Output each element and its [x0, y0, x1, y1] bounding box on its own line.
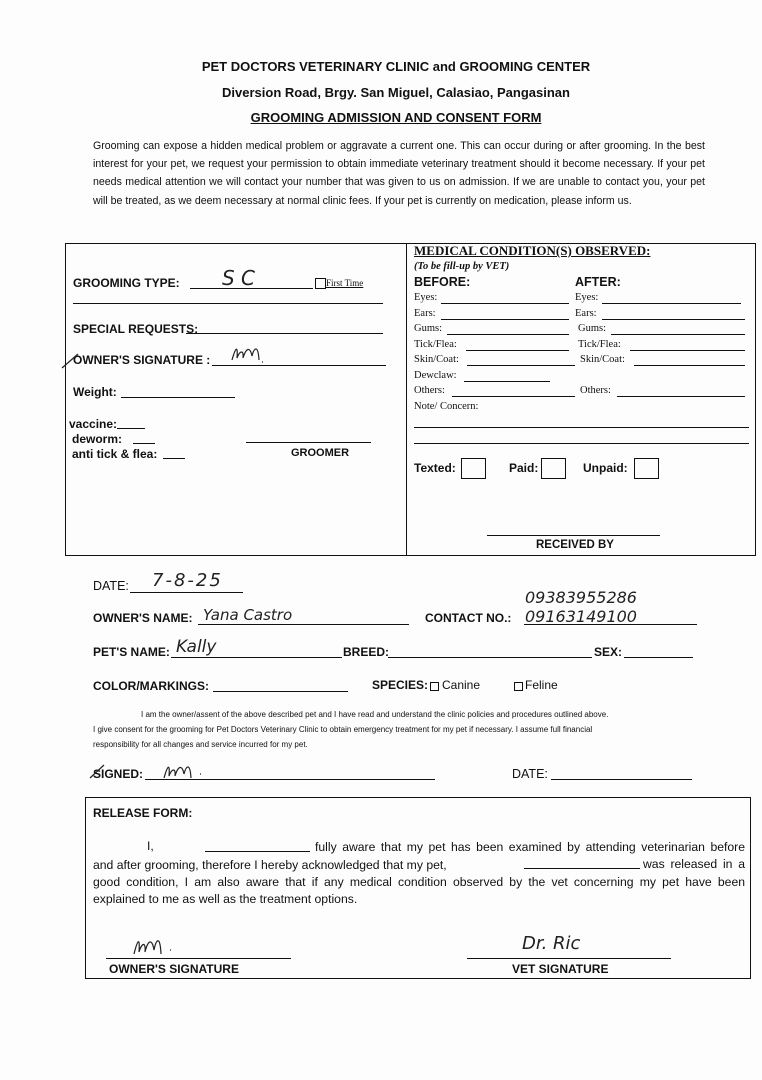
anti-tick-label: anti tick & flea: — [72, 447, 158, 461]
before-label: BEFORE: — [414, 275, 471, 289]
after-others-label: Others: — [580, 385, 611, 396]
texted-label: Texted: — [414, 461, 456, 475]
owner-signature-label: OWNER'S SIGNATURE : — [73, 353, 211, 367]
color-markings-label: COLOR/MARKINGS: — [93, 679, 209, 693]
release-owner-scribble — [130, 932, 180, 960]
release-title: RELEASE FORM: — [93, 806, 193, 820]
before-others-field[interactable] — [452, 396, 575, 397]
grooming-type-label: GROOMING TYPE: — [73, 276, 180, 290]
pet-name-field[interactable] — [171, 657, 342, 658]
groomer-signature-field[interactable] — [246, 442, 371, 443]
vet-signature-label: VET SIGNATURE — [512, 962, 609, 976]
date-label: DATE: — [93, 579, 129, 593]
color-markings-field[interactable] — [213, 691, 348, 692]
after-ears-label: Ears: — [575, 308, 597, 319]
note-concern-label: Note/ Concern: — [414, 401, 479, 412]
vet-signature-field[interactable] — [467, 958, 671, 959]
grooming-extra-line — [73, 303, 383, 304]
after-others-field[interactable] — [617, 396, 745, 397]
medical-title: MEDICAL CONDITION(S) OBSERVED: — [414, 243, 651, 258]
before-dewclaw-field[interactable] — [464, 381, 550, 382]
before-tick-label: Tick/Flea: — [414, 339, 457, 350]
breed-label: BREED: — [343, 645, 390, 659]
paid-label: Paid: — [509, 461, 539, 475]
unpaid-checkbox[interactable] — [634, 458, 659, 479]
after-skin-field[interactable] — [634, 365, 745, 366]
before-skin-label: Skin/Coat: — [414, 354, 459, 365]
after-gums-field[interactable] — [611, 334, 745, 335]
vaccine-field[interactable] — [117, 428, 145, 429]
before-skin-field[interactable] — [467, 365, 575, 366]
signed-date-label: DATE: — [512, 767, 548, 781]
form-title: GROOMING ADMISSION AND CONSENT FORM — [250, 110, 542, 125]
grooming-type-value: S C — [222, 266, 256, 290]
after-eyes-field[interactable] — [602, 303, 741, 304]
canine-label: Canine — [442, 678, 481, 692]
sex-label: SEX: — [594, 645, 623, 659]
before-ears-field[interactable] — [441, 319, 569, 320]
contact-value-1: 09383955286 — [525, 588, 637, 607]
pet-name-label: PET'S NAME: — [93, 645, 170, 659]
owner-name-value: Yana Castro — [203, 606, 293, 624]
special-requests-label: SPECIAL REQUESTS: — [73, 322, 199, 336]
before-others-label: Others: — [414, 385, 445, 396]
sex-field[interactable] — [624, 657, 693, 658]
note-line-2[interactable] — [414, 443, 749, 444]
received-by-field[interactable] — [487, 535, 660, 536]
received-by-label: RECEIVED BY — [536, 539, 614, 551]
after-eyes-label: Eyes: — [575, 292, 599, 303]
breed-field[interactable] — [388, 657, 592, 658]
weight-field[interactable] — [121, 397, 235, 398]
release-owner-signature-label: OWNER'S SIGNATURE — [109, 962, 239, 976]
after-tick-field[interactable] — [630, 350, 745, 351]
after-skin-label: Skin/Coat: — [580, 354, 625, 365]
clinic-title: PET DOCTORS VETERINARY CLINIC and GROOMING CENTER — [201, 59, 591, 74]
feline-label: Feline — [525, 678, 558, 692]
before-eyes-field[interactable] — [441, 303, 569, 304]
paid-checkbox[interactable] — [541, 458, 566, 479]
release-text-b: was released in a good condition, I am also aware that if any medical condition observed by the vet concerning my pet have been explained to me as well as the treatment options. — [93, 857, 745, 906]
note-line-1[interactable] — [414, 427, 749, 428]
consent-line-2: I give consent for the grooming for Pet Doctors Veterinary Clinic to obtain emergency treatment for my pet if necessary. I assume full financial — [93, 725, 593, 734]
after-gums-label: Gums: — [578, 323, 607, 334]
deworm-field[interactable] — [133, 443, 155, 444]
canine-checkbox[interactable] — [430, 682, 439, 691]
pet-name-value: Kally — [176, 637, 217, 657]
after-label: AFTER: — [575, 275, 621, 289]
signed-date-field[interactable] — [551, 779, 692, 780]
signed-label: SIGNED: — [93, 767, 144, 781]
before-tick-field[interactable] — [466, 350, 569, 351]
weight-label: Weight: — [73, 385, 117, 399]
consent-line-1: I am the owner/assent of the above described pet and I have read and understand the clinic policies and procedures outlined above. — [141, 710, 609, 719]
box-divider — [406, 243, 407, 555]
vet-signature-value: Dr. Ric — [522, 933, 581, 954]
before-ears-label: Ears: — [414, 308, 436, 319]
after-tick-label: Tick/Flea: — [578, 339, 621, 350]
first-time-checkbox[interactable] — [315, 278, 326, 289]
deworm-label: deworm: — [72, 432, 123, 446]
contact-label: CONTACT NO.: — [425, 611, 512, 625]
medical-subtitle: (To be fill-up by VET) — [414, 261, 510, 272]
after-ears-field[interactable] — [602, 319, 745, 320]
before-gums-field[interactable] — [447, 334, 569, 335]
feline-checkbox[interactable] — [514, 682, 523, 691]
clinic-address: Diversion Road, Brgy. San Miguel, Calasiao, Pangasinan — [222, 85, 570, 100]
consent-line-3: responsibility for all changes and service incurred for my pet. — [93, 740, 308, 749]
before-dewclaw-label: Dewclaw: — [414, 370, 457, 381]
intro-paragraph: Grooming can expose a hidden medical problem or aggravate a current one. This can occur during or after grooming. In the best interest for your pet, we request your permission to obtain immediate veterinary treatment should it become necessary. If your pet needs medical attention we will contact your number that was given to us on admission. If we are unable to contact you, your pet will be treated, as we deem necessary at normal clinic fees. If your pet is currently on medication, please inform us. — [93, 140, 705, 207]
first-time-label: First Time — [326, 278, 364, 288]
species-label: SPECIES: — [372, 678, 429, 692]
release-text-a: fully aware that my pet has been examined by attending veterinarian before and after grooming, therefore I hereby acknowledged that my pet, — [93, 840, 745, 872]
contact-value-2: 09163149100 — [525, 607, 637, 626]
anti-tick-field[interactable] — [163, 458, 185, 459]
signed-check-mark — [88, 762, 108, 782]
date-field[interactable] — [130, 592, 243, 593]
release-i: I, — [147, 839, 154, 853]
before-eyes-label: Eyes: — [414, 292, 438, 303]
owner-signature-scribble — [228, 342, 268, 366]
before-gums-label: Gums: — [414, 323, 443, 334]
texted-checkbox[interactable] — [461, 458, 486, 479]
unpaid-label: Unpaid: — [583, 461, 628, 475]
owner-name-field[interactable] — [198, 624, 409, 625]
signed-scribble — [160, 760, 210, 784]
owner-check-mark — [60, 350, 82, 372]
date-value: 7-8-25 — [152, 570, 223, 591]
special-requests-field[interactable] — [186, 333, 383, 334]
vaccine-label: vaccine: — [69, 417, 118, 431]
groomer-label: GROOMER — [291, 447, 350, 459]
owner-name-label: OWNER'S NAME: — [93, 611, 193, 625]
